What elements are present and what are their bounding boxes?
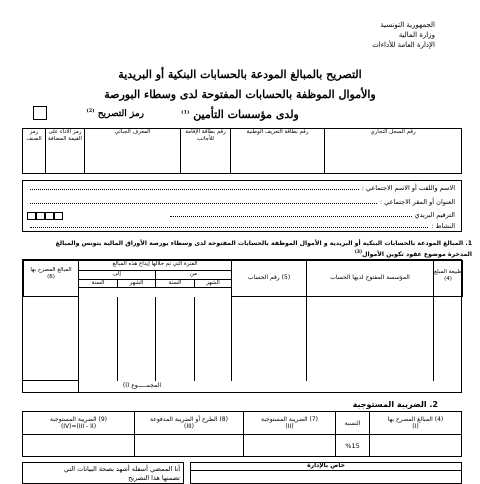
tax-header-pre: (7) bbox=[309, 416, 318, 423]
tax-rate-value: %15 bbox=[345, 442, 360, 450]
id-header-cell bbox=[324, 128, 462, 174]
amount-header-note: (6) bbox=[47, 274, 55, 280]
activity-label: النشاط : bbox=[431, 222, 455, 230]
name-label: الاسم واللقب أو الاسم الاجتماعي : bbox=[361, 184, 455, 192]
tax-table bbox=[22, 411, 462, 457]
ministry-label: وزارة المالية bbox=[398, 31, 435, 39]
tax-header-text: الطرح أو الضريبة المدفوعة bbox=[150, 416, 218, 423]
tax-header-cell bbox=[369, 411, 462, 435]
column-divider bbox=[306, 297, 307, 381]
section1-line1 bbox=[8, 239, 472, 248]
institution-header-text: المؤسسة المفتوح لديها الحساب bbox=[330, 274, 410, 281]
from-year-text: السنة bbox=[168, 280, 182, 286]
to-year-header bbox=[78, 279, 118, 288]
tax-amount-cell[interactable] bbox=[369, 434, 462, 457]
id-header-text: رقم بطاقة الإقامة للأجانب bbox=[185, 129, 226, 142]
from-month-header bbox=[194, 279, 232, 288]
account-header bbox=[231, 260, 307, 297]
title-line-3-text: ولدى مؤسسات التأمين bbox=[193, 108, 299, 121]
activity-field[interactable] bbox=[30, 222, 428, 228]
tax-due-cell[interactable] bbox=[243, 434, 336, 457]
id-header-cell bbox=[84, 128, 181, 174]
name-row bbox=[30, 184, 455, 192]
address-label: العنوان أو المقر الاجتماعي : bbox=[379, 198, 455, 206]
title-line-1: التصريح بالمبالغ المودعة بالحسابات البنكية أو البريدية bbox=[118, 68, 362, 81]
column-divider bbox=[231, 297, 232, 381]
tax-header-pre: (8) bbox=[219, 416, 228, 423]
tax-net-cell[interactable] bbox=[22, 434, 135, 457]
id-header-cell bbox=[22, 128, 46, 174]
section1-text bbox=[8, 239, 472, 259]
to-header-text: إلى bbox=[113, 271, 121, 277]
declaration-text bbox=[26, 465, 180, 483]
tax-rate-cell bbox=[335, 434, 370, 457]
section2-title bbox=[353, 400, 438, 409]
tax-header-cell bbox=[335, 411, 370, 435]
id-header-text: المعرف الجبائي bbox=[114, 129, 151, 135]
id-header-text: رقم السجل التجاري bbox=[370, 129, 416, 135]
section1-note: (3) bbox=[354, 250, 363, 255]
total-divider bbox=[23, 380, 79, 381]
from-year-header bbox=[155, 279, 195, 288]
from-month-text: الشهر bbox=[206, 280, 220, 286]
tax-header-text: الضريبة المستوجبة bbox=[260, 416, 308, 423]
declaration-code-checkbox[interactable] bbox=[33, 106, 47, 120]
admin-title: خاص بالإدارة bbox=[307, 462, 345, 469]
column-divider bbox=[155, 297, 156, 381]
declaration-code-note: (2) bbox=[86, 108, 95, 114]
tax-header-pre: (9) bbox=[98, 416, 107, 423]
column-divider bbox=[433, 297, 434, 381]
tax-header-note: (III - II)=(IV) bbox=[60, 423, 97, 430]
tax-header-cell bbox=[243, 411, 336, 435]
tax-header-note: (II) bbox=[285, 423, 294, 430]
nature-header-text: طبيعة المبلغ bbox=[434, 269, 462, 275]
tax-paid-cell[interactable] bbox=[134, 434, 244, 457]
id-header-text: رقم بطاقة التعريف الوطنية bbox=[246, 129, 309, 135]
column-divider bbox=[117, 297, 118, 381]
id-header-cell bbox=[230, 128, 325, 174]
column-divider bbox=[194, 297, 195, 381]
title-line-3 bbox=[150, 108, 330, 121]
from-header-text: من bbox=[189, 271, 198, 277]
tax-header-cell bbox=[134, 411, 244, 435]
tax-header-note: (I) bbox=[412, 423, 419, 430]
section1-text-2: المدخرة موضوع عقود تكوين الأموال bbox=[362, 251, 472, 259]
name-field[interactable] bbox=[30, 184, 359, 190]
id-header-text: رمز الصنف bbox=[26, 129, 42, 142]
declaration-code-label: رمز التصريح bbox=[97, 109, 144, 119]
amount-header-text: المبالغ المصرح بها bbox=[30, 267, 72, 273]
tax-header-text: النسبة bbox=[344, 420, 361, 427]
postal-digit-box[interactable] bbox=[36, 212, 45, 220]
period-header-text: الفترة التي تم خلالها إيداع هذه المبالغ bbox=[112, 261, 198, 267]
to-year-text: السنة bbox=[91, 280, 105, 286]
to-month-text: الشهر bbox=[129, 280, 144, 286]
tax-header-pre: (4) bbox=[434, 416, 444, 423]
id-header-text: رمز الأداء على القيمة المضافة bbox=[48, 129, 82, 142]
declaration-line-1: أنا الممضي أسفله أشهد بصحة البيانات التي bbox=[63, 465, 180, 473]
nature-header-note: (4) bbox=[444, 276, 452, 282]
total-label: المجمـــــوع (I) bbox=[122, 382, 161, 389]
postal-digit-box[interactable] bbox=[54, 212, 63, 220]
postal-row bbox=[170, 211, 455, 219]
tax-header-note: (III) bbox=[184, 423, 194, 430]
address-field[interactable] bbox=[30, 198, 377, 204]
column-divider bbox=[78, 288, 79, 392]
section1-number: 1. bbox=[465, 240, 472, 247]
postal-field[interactable] bbox=[170, 211, 412, 217]
declaration-code bbox=[58, 108, 144, 119]
title-line-2: والأموال الموظفة بالحسابات المفتوحة لدى وسطاء البورصة bbox=[104, 88, 376, 101]
tax-header-text: الضريبة المستوجبة bbox=[49, 416, 97, 423]
id-table bbox=[22, 128, 462, 174]
section1-text-1: المبالغ المودعة بالحسابات البنكية أو البريدية و الأموال الموظفة بالحسابات المفتوحة لدى وسطاء بورصة الأوراق المالية بتونس والمبالغ bbox=[55, 240, 464, 247]
amount-header bbox=[23, 260, 79, 297]
account-header-text: رقم الحساب bbox=[247, 274, 280, 281]
section2-title-text: الضريبة المستوجبة bbox=[352, 400, 427, 409]
nature-header bbox=[433, 260, 463, 297]
section1-line2 bbox=[8, 248, 472, 259]
declaration-line-2: تضمنها هذا التصريح bbox=[128, 474, 180, 482]
admin-divider bbox=[190, 470, 462, 471]
deposits-table bbox=[22, 259, 462, 393]
id-header-cell bbox=[45, 128, 85, 174]
directorate-label: الإدارة العامة للأداءات bbox=[372, 41, 435, 49]
tax-header-text: المبالغ المصرح بها bbox=[387, 416, 433, 423]
ministry-header bbox=[372, 20, 435, 50]
id-header-cell bbox=[180, 128, 231, 174]
republic-label: الجمهورية التونسية bbox=[380, 21, 435, 29]
postal-digit-box[interactable] bbox=[45, 212, 54, 220]
account-header-note: (5) bbox=[281, 274, 291, 281]
tax-header-cell bbox=[22, 411, 135, 435]
postal-label: الترقيم البريدي bbox=[414, 211, 455, 219]
address-row bbox=[30, 198, 455, 206]
to-month-header bbox=[117, 279, 156, 288]
title-note: (1) bbox=[181, 109, 190, 116]
postal-digit-box[interactable] bbox=[27, 212, 36, 220]
institution-header bbox=[306, 260, 434, 297]
activity-row bbox=[30, 222, 455, 230]
section2-number: 2. bbox=[429, 400, 438, 409]
